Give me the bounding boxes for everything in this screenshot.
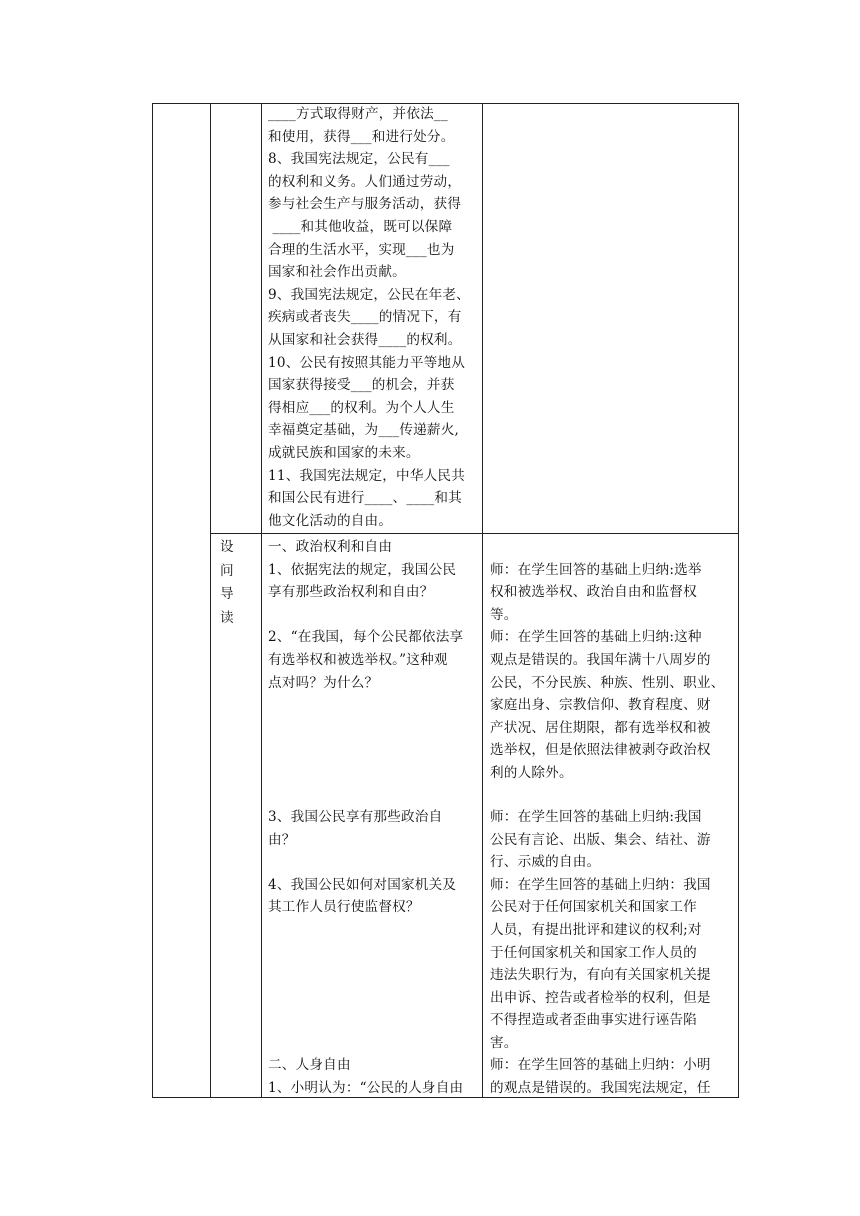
answer-line: 选举权，但是依照法律被剥夺政治权 (490, 742, 711, 759)
fill-in-line: 从国家和社会获得____的权利。 (268, 332, 462, 348)
answer-line: 出申诉、控告或者检举的权利，但是 (490, 989, 711, 1006)
question-line: 享有那些政治权利和自由？ (268, 584, 434, 601)
fill-in-line: ____方式取得财产，并依法__ (268, 106, 448, 122)
section-label-char: 设 (220, 539, 234, 555)
question-line: 3、我国公民享有那些政治自 (268, 809, 443, 825)
answer-line: 师：在学生回答的基础上归纳:这种 (490, 629, 702, 646)
answer-line: 公民，不分民族、种族、性别、职业、 (490, 674, 725, 691)
answer-line: 师：在学生回答的基础上归纳：我国 (490, 876, 711, 893)
fill-in-line: 国家和社会作出贡献。 (268, 264, 406, 281)
question-line: 1、小明认为：“公民的人身自由 (268, 1079, 464, 1096)
fill-in-line: 国家获得接受___的机会，并获 (268, 377, 455, 394)
question-line: 有选举权和被选举权。”这种观 (268, 652, 448, 668)
section-label-char: 问 (220, 562, 234, 579)
answer-line: 害。 (490, 1035, 518, 1051)
question-line: 1、依据宪法的规定，我国公民 (268, 561, 457, 578)
answer-line: 不得捏造或者歪曲事实进行诬告陷 (490, 1012, 697, 1029)
answer-line: 利的人除外。 (490, 765, 573, 781)
fill-in-line: 疾病或者丧失____的情况下，有 (268, 309, 462, 326)
question-line: 2、“在我国，每个公民都依法享 (268, 629, 464, 646)
fill-in-line: 成就民族和国家的未来。 (268, 445, 420, 461)
answer-line: 的观点是错误的。我国宪法规定，任 (490, 1079, 711, 1096)
fill-in-line: 幸福奠定基础，为___传递薪火, (268, 422, 460, 439)
answer-line: 违法失职行为，有向有关国家机关提 (490, 967, 711, 984)
answer-line: 产状况、居住期限，都有选举权和被 (490, 719, 711, 736)
fill-in-line: ____和其他收益，既可以保障 (268, 219, 453, 235)
question-line: 由？ (268, 831, 296, 848)
fill-in-line: 和使用，获得___和进行处分。 (268, 128, 455, 145)
column-divider (210, 104, 211, 1097)
column-divider (482, 104, 483, 1097)
answer-line: 公民对于任何国家机关和国家工作 (490, 899, 697, 916)
answer-line: 等。 (490, 606, 518, 623)
fill-in-line: 11、我国宪法规定，中华人民共 (268, 467, 466, 484)
answer-line: 师：在学生回答的基础上归纳:选举 (490, 561, 702, 578)
answer-line: 行、示威的自由。 (490, 854, 601, 871)
answer-line: 权和被选举权、政治自由和监督权 (490, 584, 697, 601)
answer-line: 于任何国家机关和国家工作人员的 (490, 944, 697, 961)
section-label-char: 导 (220, 586, 234, 602)
fill-in-line: 参与社会生产与服务活动，获得 (268, 196, 462, 213)
section-label-char: 读 (220, 609, 234, 626)
answer-line: 人员，有提出批评和建议的权利;对 (490, 922, 702, 938)
fill-in-line: 8、我国宪法规定，公民有___ (268, 151, 450, 168)
fill-in-line: 和国公民有进行____、____和其 (268, 490, 462, 507)
answer-line: 公民有言论、出版、集会、结社、游 (490, 831, 711, 848)
question-line: 点对吗？为什么？ (268, 674, 379, 691)
fill-in-line: 的权利和义务。人们通过劳动， (268, 173, 462, 190)
fill-in-line: 合理的生活水平，实现___也为 (268, 241, 455, 258)
section-heading: 一、政治权利和自由 (268, 539, 393, 555)
fill-in-line: 他文化活动的自由。 (268, 512, 393, 529)
column-divider (261, 104, 262, 1097)
question-line: 其工作人员行使监督权？ (268, 899, 420, 916)
row-divider (210, 533, 738, 534)
fill-in-line: 9、我国宪法规定，公民在年老、 (268, 286, 470, 303)
question-line: 4、我国公民如何对国家机关及 (268, 876, 457, 893)
answer-line: 师：在学生回答的基础上归纳:我国 (490, 809, 702, 825)
fill-in-line: 得相应___的权利。为个人人生 (268, 399, 455, 416)
fill-in-line: 10、公民有按照其能力平等地从 (268, 354, 466, 371)
answer-line: 师：在学生回答的基础上归纳：小明 (490, 1057, 711, 1073)
section-heading: 二、人身自由 (268, 1057, 351, 1073)
answer-line: 观点是错误的。我国年满十八周岁的 (490, 652, 711, 668)
answer-line: 家庭出身、宗教信仰、教育程度、财 (490, 697, 711, 714)
